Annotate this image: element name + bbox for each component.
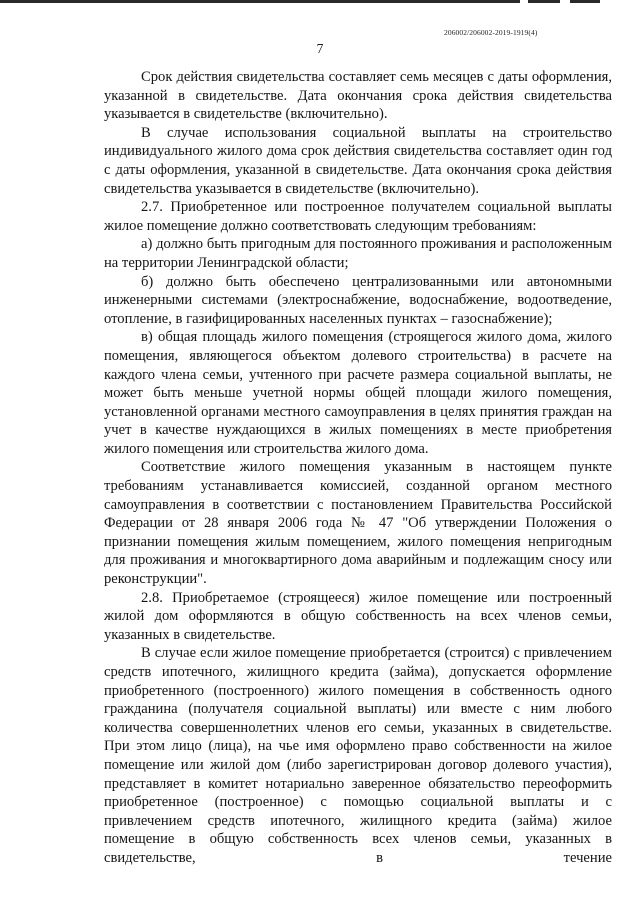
scan-top-edge xyxy=(0,0,640,3)
paragraph-mortgage-ownership: В случае если жилое помещение приобретается (строится) с привлечением средств ипотечного, жилищного кредита (займа), допускается оформление приобретенного (построенного) жилого помещения в собственность одного гражданина (получателя социальной выплаты) или вместе с ним любого количества совершеннолетних членов его семьи, указанных в свидетельстве. При этом лицо (лица), на чье имя оформлено право собственности на жилое помещение или жилой дом (либо зарегистрирован договор долевого участия), представляет в комитет нотариально заверенное обязательство переоформить приобретенное (построенное) с помощью социальной выплаты и с привлечением средств ипотечного, жилищного кредита (займа) жилое помещение в общую собственность всех членов семьи, указанных в свидетельстве, в течение xyxy=(104,645,612,866)
paragraph-requirement-a: а) должно быть пригодным для постоянного проживания и расположенным на территории Ленинградской области; xyxy=(104,236,612,271)
paragraph-requirement-c: в) общая площадь жилого помещения (строящегося жилого дома, жилого помещения, являющегося объектом долевого строительства) в расчете на каждого члена семьи, учтенного при расчете размера социальной выплаты, не может быть меньше учетной нормы общей площади жилого помещения, установленной органами местного самоуправления в целях принятия граждан на учет в качестве нуждающихся в жилых помещениях в месте приобретения жилого помещения или строительства жилого дома. xyxy=(104,329,612,457)
document-id: 206002/206002-2019-1919(4) xyxy=(444,28,538,37)
paragraph-compliance-commission: Соответствие жилого помещения указанным в настоящем пункте требованиям устанавливается комиссией, созданной органом местного самоуправления в соответствии с постановлением Правительства Российской Федерации от 28 января 2006 года № 47 "Об утверждении Положения о признании помещения жилым помещением, жилого помещения непригодным для проживания и многоквартирного дома аварийным и подлежащим сносу или реконструкции". xyxy=(104,459,612,588)
paragraph-2-7-requirements: 2.7. Приобретенное или построенное получателем социальной выплаты жилое помещение должно соответствовать следующим требованиям: xyxy=(104,199,612,234)
page-number: 7 xyxy=(316,41,324,56)
paragraph-certificate-validity: Срок действия свидетельства составляет семь месяцев с даты оформления, указанной в свидетельстве. Дата окончания срока действия свидетельства указывается в свидетельстве (включительно). xyxy=(104,69,612,123)
paragraph-house-construction-validity: В случае использования социальной выплаты на строительство индивидуального жилого дома срок действия свидетельства составляет один год с даты оформления, указанной в свидетельстве. Дата окончания срока действия свидетельства указывается в свидетельстве (включительно). xyxy=(104,124,612,197)
paragraph-requirement-b: б) должно быть обеспечено централизованными или автономными инженерными системами (электроснабжение, водоснабжение, водоотведение, отопление, в газифицированных населенных пунктах – газоснабжение); xyxy=(104,273,612,327)
document-body xyxy=(104,68,612,868)
paragraph-2-8-ownership: 2.8. Приобретаемое (строящееся) жилое помещение или построенный жилой дом оформляются в общую собственность на всех членов семьи, указанных в свидетельстве. xyxy=(104,589,612,643)
